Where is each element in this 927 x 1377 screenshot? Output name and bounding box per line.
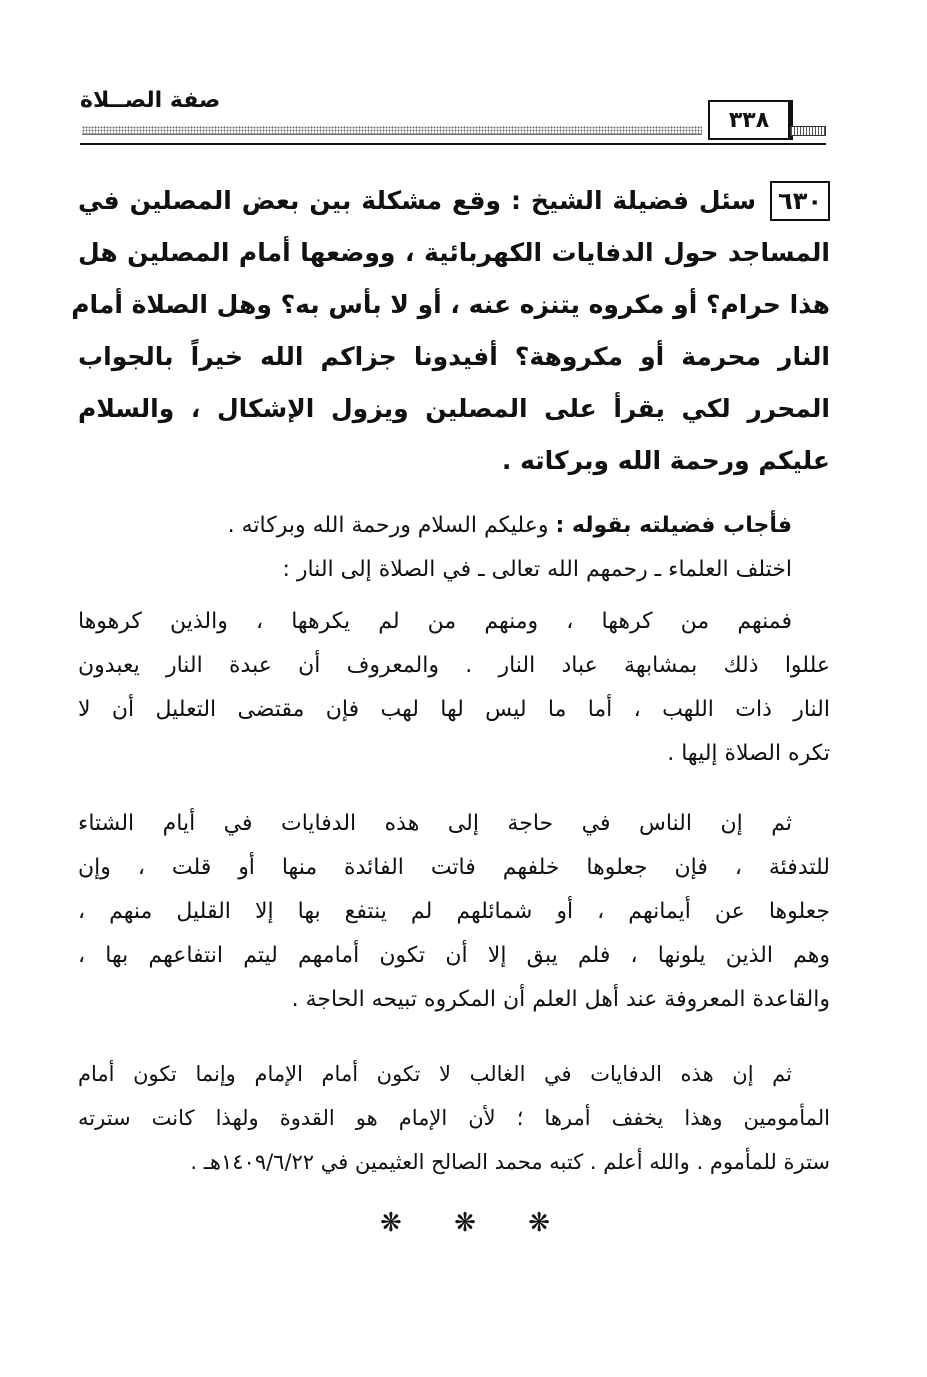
question-line: عليكم ورحمة الله وبركاته .	[501, 446, 830, 475]
question-line: المساجد حول الدفايات الكهربائية ، ووضعها أمام المصلين هل	[78, 238, 830, 267]
paragraph-line: فمنهم من كرهها ، ومنهم من لم يكرهها ، والذين كرهوها	[78, 609, 792, 634]
question-line: هذا حرام؟ أو مكروه يتنزه عنه ، أو لا بأس به؟ وهل الصلاة أمام	[71, 290, 830, 319]
answer-paragraph-3	[78, 1052, 830, 1184]
paragraph-line: وهم الذين يلونها ، فلم يبق إلا أن تكون أمامهم ليتم انتفاعهم بها ،	[78, 943, 830, 968]
asterism-icon: ❋	[528, 1208, 550, 1238]
asterism-icon: ❋	[380, 1208, 402, 1238]
question-number: ٦٣٠	[770, 181, 830, 221]
paragraph-line: عللوا ذلك بمشابهة عباد النار . والمعروف أن عبدة النار يعبدون	[78, 653, 830, 678]
header-solid-rule	[80, 143, 826, 145]
answer-greeting: وعليكم السلام ورحمة الله وبركاته .	[227, 513, 549, 538]
answer-greeting-line	[78, 504, 830, 548]
question-line: المحرر لكي يقرأ على المصلين ويزول الإشكال ، والسلام	[78, 394, 830, 423]
question-block	[71, 175, 830, 487]
question-line	[78, 175, 830, 227]
answer-opening	[78, 504, 830, 592]
paragraph-line: ثم إن هذه الدفايات في الغالب لا تكون أمام الإمام وإنما تكون أمام	[78, 1062, 792, 1086]
answer-lead: فأجاب فضيلته بقوله :	[555, 513, 792, 538]
paragraph-line: تكره الصلاة إليها .	[667, 741, 830, 766]
asterism-icon: ❋	[454, 1208, 476, 1238]
question-line-text: سئل فضيلة الشيخ : وقع مشكلة بين بعض المصلين في	[78, 186, 757, 215]
paragraph-line: جعلوها عن أيمانهم ، أو شمائلهم لم ينتفع بها إلا القليل منهم ،	[78, 899, 830, 924]
answer-paragraph-2	[78, 802, 830, 1022]
page-number: ٣٣٨	[708, 100, 793, 140]
header-rule-ornament	[790, 126, 826, 136]
header-dotted-rule	[82, 126, 702, 135]
paragraph-line: ثم إن الناس في حاجة إلى هذه الدفايات في أيام الشتاء	[78, 811, 792, 836]
paragraph-line: النار ذات اللهب ، أما ما ليس لها لهب فإن مقتضى التعليل أن لا	[78, 697, 830, 722]
paragraph-line: سترة للمأموم . والله أعلم . كتبه محمد الصالح العثيمين في ١٤٠٩/٦/٢٢هـ .	[190, 1150, 830, 1174]
answer-intro: اختلف العلماء ـ رحمهم الله تعالى ـ في الصلاة إلى النار :	[282, 557, 792, 582]
answer-paragraph-1	[78, 600, 830, 776]
running-header-title: صفة الصــلاة	[80, 88, 221, 113]
paragraph-line: المأمومين وهذا يخفف أمرها ؛ لأن الإمام هو القدوة ولهذا كانت سترته	[78, 1106, 830, 1130]
paragraph-line: والقاعدة المعروفة عند أهل العلم أن المكروه تبيحه الحاجة .	[291, 987, 830, 1012]
paragraph-line: للتدفئة ، فإن جعلوها خلفهم فاتت الفائدة منها أو قلت ، وإن	[78, 855, 830, 880]
section-end-ornaments	[380, 1208, 550, 1238]
question-line: النار محرمة أو مكروهة؟ أفيدونا جزاكم الله خيراً بالجواب	[78, 342, 830, 371]
